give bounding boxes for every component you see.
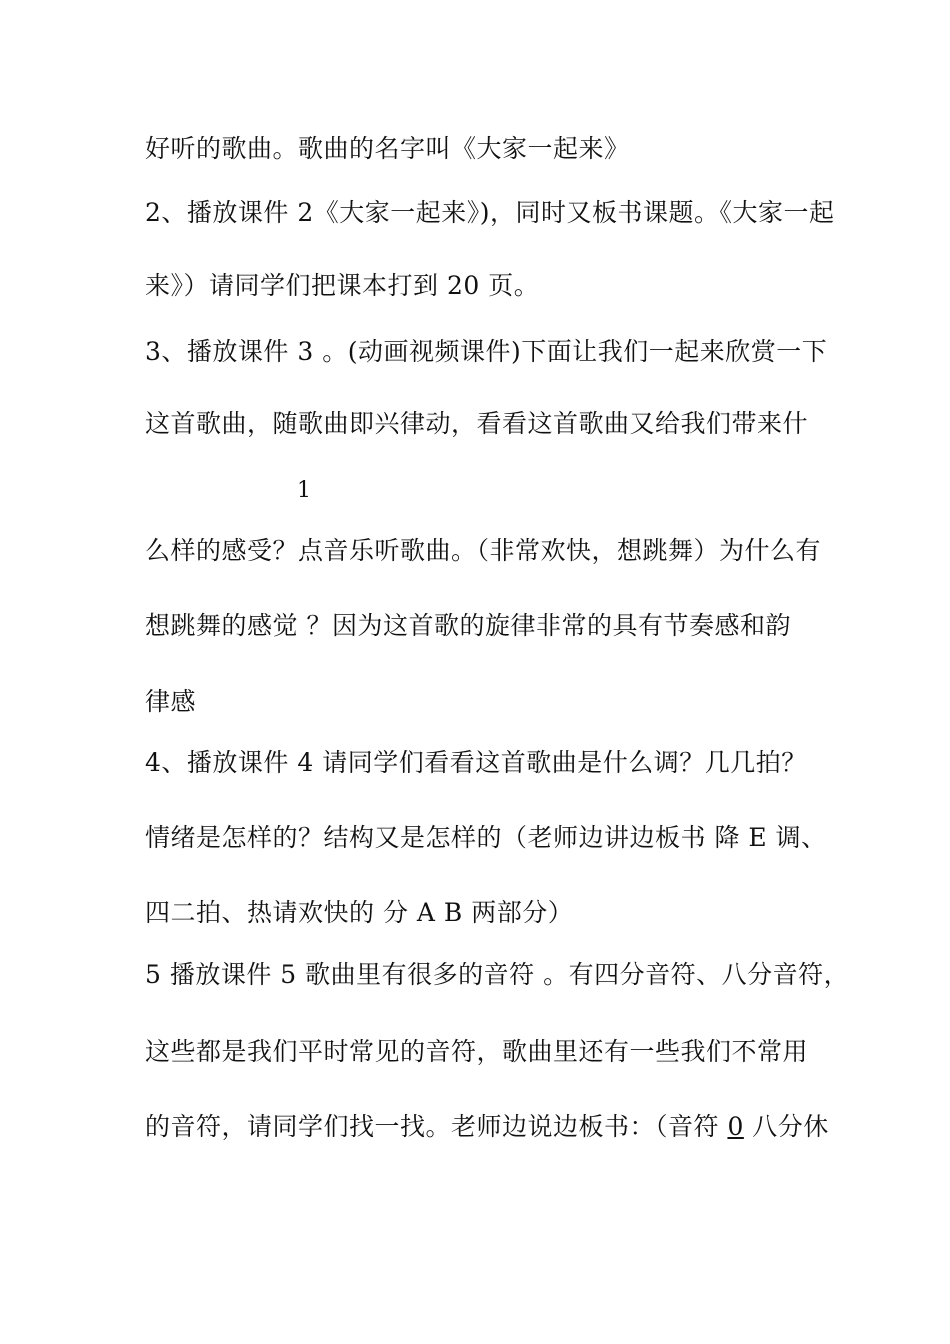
text-line-10: 情绪是怎样的？结构又是怎样的（老师边讲边板书 降 E 调、 — [145, 823, 827, 852]
text-line-2: 2、播放课件 2《大家一起来》)，同时又板书课题。《大家一起 — [145, 198, 835, 227]
text-line-3: 来》）请同学们把课本打到 20 页。 — [145, 271, 540, 300]
text-line-6: 么样的感受？点音乐听歌曲。（非常欢快，想跳舞）为什么有 — [145, 536, 822, 565]
text-line-12: 5 播放课件 5 歌曲里有很多的音符 。有四分音符、八分音符， — [145, 960, 850, 989]
text-line-4: 3、播放课件 3 。(动画视频课件)下面让我们一起来欣赏一下 — [145, 337, 828, 366]
text-line-9: 4、播放课件 4 请同学们看看这首歌曲是什么调？几几拍？ — [145, 748, 807, 777]
text-line-7: 想跳舞的感觉 ？因为这首歌的旋律非常的具有节奏感和韵 — [145, 611, 791, 640]
underlined-rest-symbol: 0 — [727, 1112, 744, 1141]
text-line-5: 这首歌曲，随歌曲即兴律动，看看这首歌曲又给我们带来什 — [145, 409, 809, 438]
text-line-14-prefix: 的音符，请同学们找一找。老师边说边板书：（音符 — [145, 1112, 728, 1141]
text-line-14 — [145, 1111, 829, 1143]
text-line-8: 律感 — [145, 687, 197, 716]
text-line-11: 四二拍、热请欢快的 分 A B 两部分） — [145, 898, 574, 927]
page-number: 1 — [297, 478, 311, 503]
text-line-1: 好听的歌曲。歌曲的名字叫《大家一起来》 — [145, 134, 630, 163]
text-line-13: 这些都是我们平时常见的音符，歌曲里还有一些我们不常用 — [145, 1037, 809, 1066]
text-line-14-suffix: 八分休 — [743, 1112, 829, 1141]
